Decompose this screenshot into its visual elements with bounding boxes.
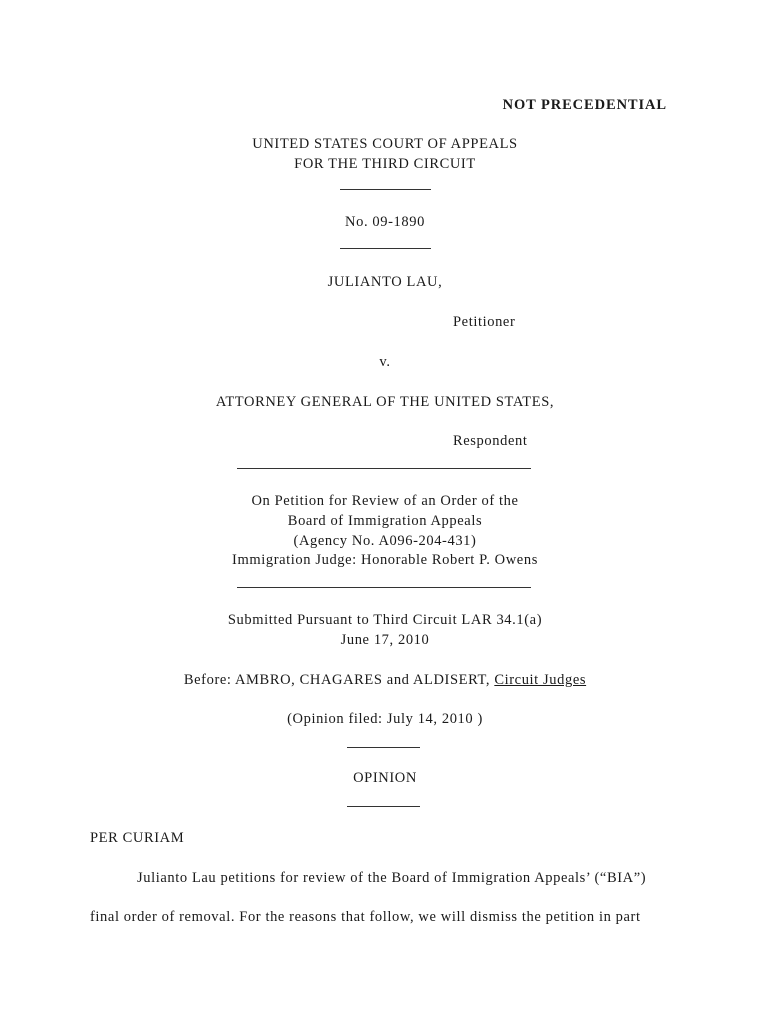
- body-line-1: Julianto Lau petitions for review of the Board of Immigration Appeals’ (“BIA”): [137, 870, 647, 886]
- separator-rule: [237, 587, 531, 588]
- immigration-judge: Immigration Judge: Honorable Robert P. Owens: [232, 552, 538, 568]
- per-curiam: PER CURIAM: [90, 830, 185, 846]
- separator-rule: [340, 248, 431, 249]
- petitioner-name: JULIANTO LAU,: [327, 274, 443, 290]
- submission-date: June 17, 2010: [340, 632, 430, 648]
- opinion-heading: OPINION: [353, 770, 417, 786]
- panel-before: Before: AMBRO, CHAGARES and ALDISERT,: [183, 672, 495, 688]
- separator-rule: [237, 468, 531, 469]
- petitioner-role: Petitioner: [453, 314, 516, 330]
- case-number: No. 09-1890: [345, 214, 425, 230]
- respondent-name: ATTORNEY GENERAL OF THE UNITED STATES,: [215, 394, 555, 410]
- not-precedential-label: NOT PRECEDENTIAL: [502, 97, 667, 113]
- circuit-judges-title: Circuit Judges: [494, 672, 587, 688]
- submission-line: Submitted Pursuant to Third Circuit LAR 34.1(a): [227, 612, 543, 628]
- review-line-2: Board of Immigration Appeals: [287, 513, 483, 529]
- separator-rule: [347, 747, 420, 748]
- panel-judges: [0, 671, 770, 689]
- body-line-2: final order of removal. For the reasons that follow, we will dismiss the petition in part: [90, 909, 641, 925]
- agency-number: (Agency No. A096-204-431): [293, 533, 477, 549]
- separator-rule: [347, 806, 420, 807]
- separator-rule: [340, 189, 431, 190]
- circuit-name: FOR THE THIRD CIRCUIT: [294, 156, 476, 172]
- versus: v.: [379, 354, 391, 370]
- opinion-filed: (Opinion filed: July 14, 2010 ): [287, 711, 483, 727]
- review-line-1: On Petition for Review of an Order of the: [251, 493, 519, 509]
- respondent-role: Respondent: [453, 433, 528, 449]
- court-name: UNITED STATES COURT OF APPEALS: [252, 136, 518, 152]
